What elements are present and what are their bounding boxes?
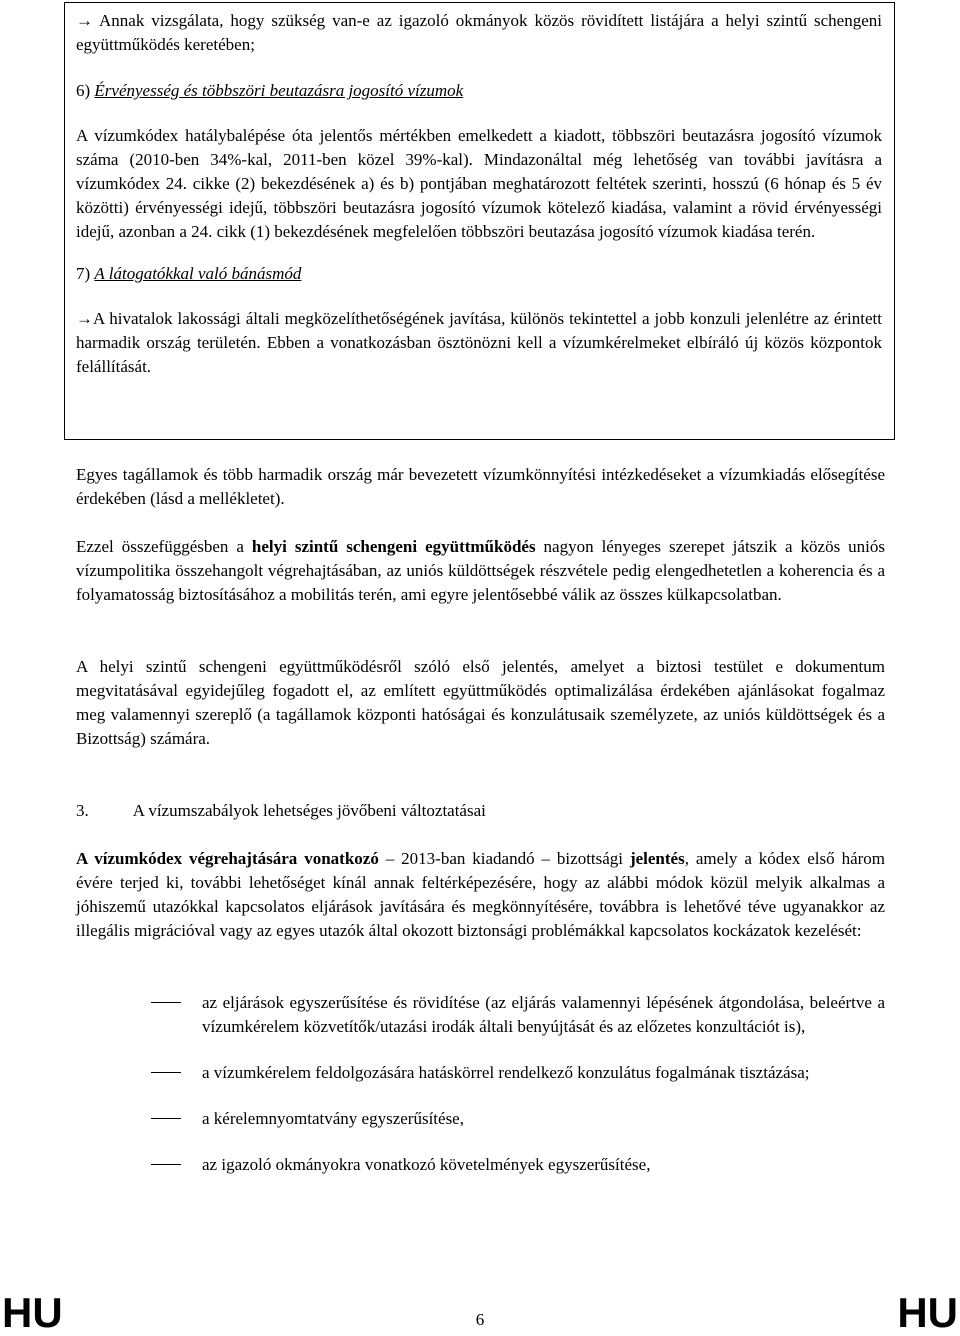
paragraph-1: Egyes tagállamok és több harmadik ország már bevezetett vízumkönnyítési intézkedéseket a vízumkiadás elősegítése érdekében (lásd a mellékletet). [76,465,885,508]
paragraph-4: A vízumkódex végrehajtására vonatkozó – 2013-ban kiadandó – bizottsági jelentés, amely a kódex első három évére terjed ki, további lehetőséget kínál annak feltérképezésére, hogy az alábbi módok közül melyik alkalmas a jóhiszemű utazókkal kapcsolatos eljárások javítására és megkönnyítésére, továbbra is lehetővé téve ugyanakkor az illegális migrációval vagy az egyes utazók által okozott biztonsági problémákkal kapcsolatos kockázatok kezelését: [76,849,885,940]
list-item: a kérelemnyomtatvány egyszerűsítése, [76,1107,885,1131]
box-paragraph-1: → Annak vizsgálata, hogy szükség van-e az igazoló okmányok közös rövidített listájára a helyi szintű schengeni együttműködés keretében; [76,11,882,54]
section-6-number: 6) [76,81,91,100]
measures-list [76,991,885,1177]
section-7-heading [76,262,882,286]
highlight-box [64,2,895,440]
section-3-number: 3. [76,801,89,820]
paragraph-2: Ezzel összefüggésben a helyi szintű schengeni együttműködés nagyon lényeges szerepet játszik a közös uniós vízumpolitika összehangolt végrehajtásában, az uniós küldöttségek részvétele pedig elengedhetetlen a koherencia és a folyamatosság biztosításához a mobilitás terén, ami egyre jelentősebbé válik az összes külkapcsolatban. [76,537,886,604]
list-item: az igazoló okmányokra vonatkozó követelmények egyszerűsítése, [76,1153,885,1177]
section-3-title: A vízumszabályok lehetséges jövőbeni változtatásai [132,801,486,820]
box-paragraph-3: →A hivatalok lakossági általi megközelíthetőségének javítása, különös tekintettel a jobb konzuli jelenlétre az érintett harmadik ország területén. Ebben a vonatkozásban ösztönözni kell a vízumkérelmeket elbíráló új közös központok felállítását. [76,309,882,376]
list-item: a vízumkérelem feldolgozására hatáskörrel rendelkező konzulátus fogalmának tisztázása; [76,1061,885,1085]
page-number: 6 [475,1310,485,1329]
box-paragraph-2: A vízumkódex hatálybalépése óta jelentős mértékben emelkedett a kiadott, többszöri beutazásra jogosító vízumok száma (2010-ben 34%-kal, 2011-ben közel 39%-kal). Mindazonáltal még lehetőség van további javításra a vízumkódex 24. cikke (2) bekezdésének a) és b) pontjában meghatározott feltétek szerinti, hosszú (6 hónap és 5 év közötti) érvényességi idejű, többszöri beutazásra jogosító vízumok kötelező kiadása, valamint a rövid érvényességi idejű, azonban a 24. cikk (1) bekezdésének megfelelően többszöri beutazása jogosító vízumok kiadása terén. [76,126,882,241]
section-7-number: 7) [76,264,91,283]
emphasis-local-cooperation: helyi szintű schengeni együttműködés [251,537,536,556]
footer-language-right: HU [897,1289,958,1336]
section-7-title: A látogatókkal való bánásmód [94,264,302,283]
section-6-title: Érvényesség és többszöri beutazásra jogosító vízumok [94,81,464,100]
section-6-heading [76,79,882,103]
footer-language-left: HU [2,1289,63,1336]
section-3-heading [76,799,885,823]
list-item: az eljárások egyszerűsítése és rövidítése (az eljárás valamennyi lépésének átgondolása, beleértve a vízumkérelem közvetítők/utazási irodák általi benyújtását és az előzetes konzultációt is), [76,991,885,1039]
paragraph-3: A helyi szintű schengeni együttműködésről szóló első jelentés, amelyet a biztosi testület e dokumentum megvitatásával egyidejűleg fogadott el, az említett együttműködés optimalizálása érdekében ajánlásokat fogalmaz meg valamennyi szereplő (a tagállamok központi hatóságai és konzulátusaik személyzete, az uniós küldöttségek és a Bizottság) számára. [76,657,885,748]
